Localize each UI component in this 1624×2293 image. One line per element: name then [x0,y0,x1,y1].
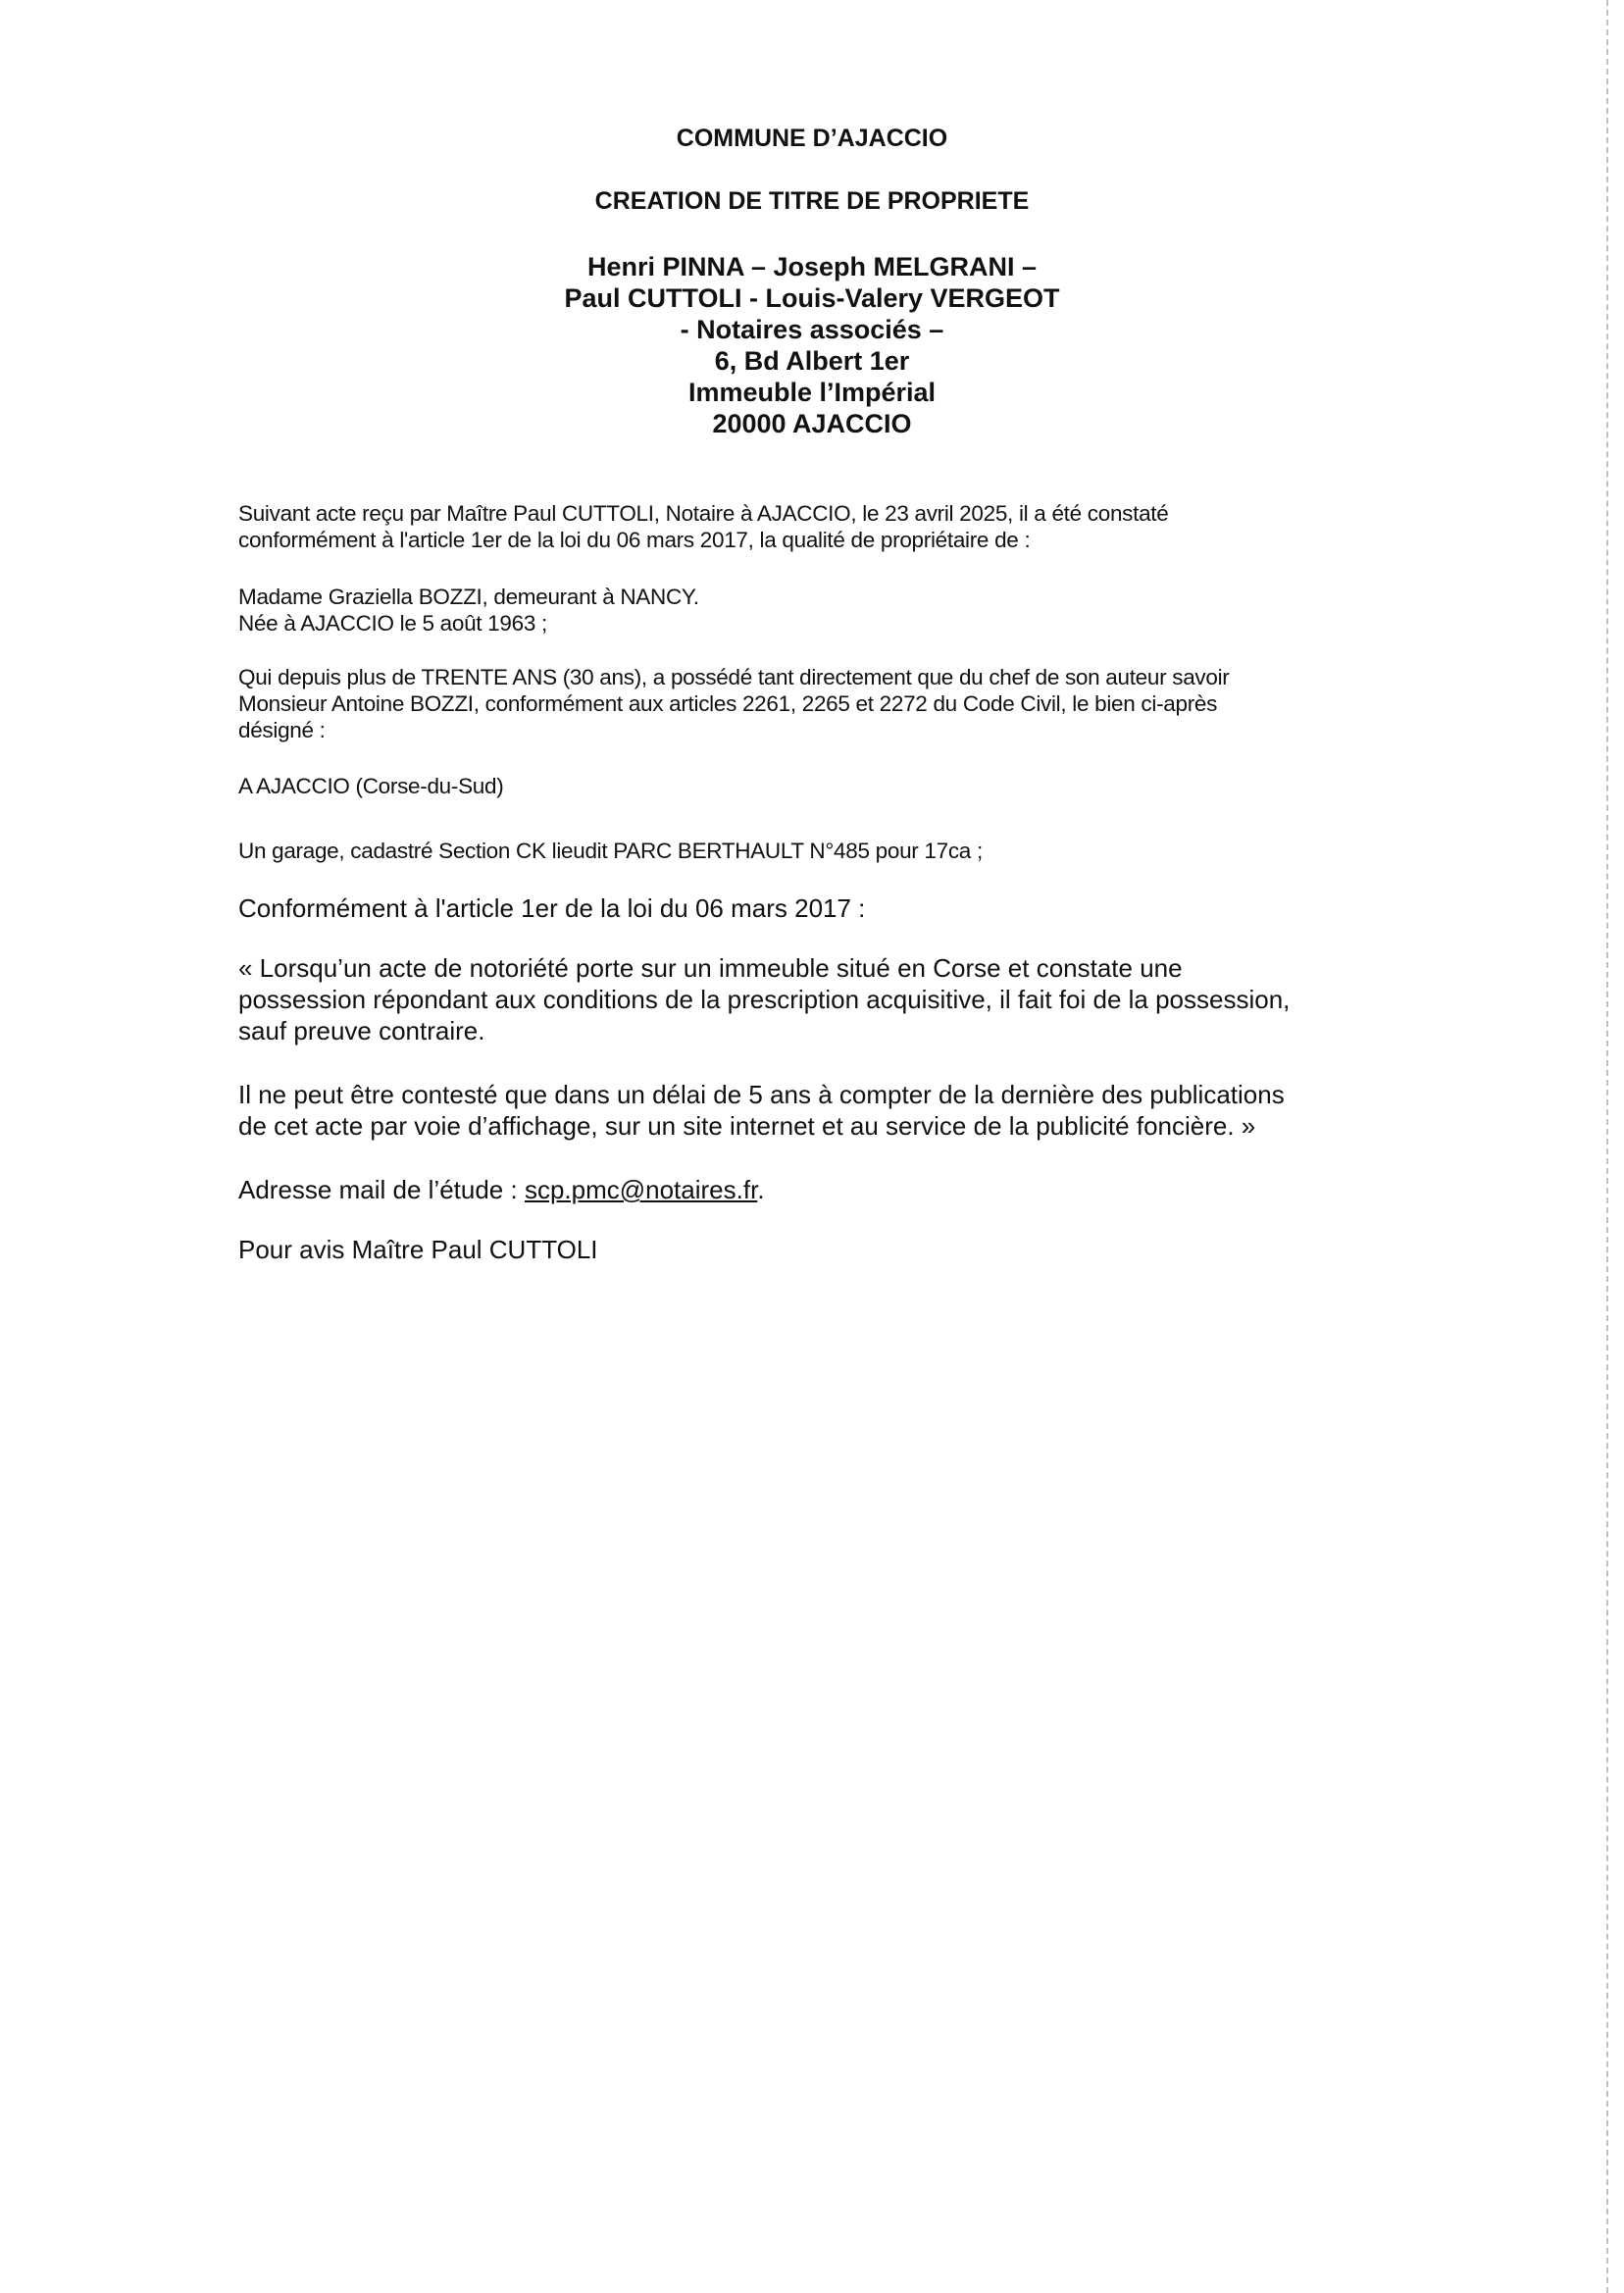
contest-paragraph [238,1079,1396,1142]
possession-line-2: Monsieur Antoine BOZZI, conformément aux articles 2261, 2265 et 2272 du Code Civil, le bien ci-après [238,691,1218,716]
conformement-text: Conformément à l'article 1er de la loi du 06 mars 2017 : [238,893,866,923]
possession-paragraph [238,664,1376,743]
acte-line-2: conformément à l'article 1er de la loi du 06 mars 2017, la qualité de propriétaire de : [238,528,1031,552]
mail-line [238,1174,1396,1205]
location-paragraph [238,773,1376,799]
property-paragraph [238,838,1376,864]
possession-line-3: désigné : [238,718,326,742]
signature-text: Pour avis Maître Paul CUTTOLI [238,1235,598,1264]
owner-paragraph [238,584,1376,637]
notaries-line-3: - Notaires associés – [680,315,944,344]
document-header [0,124,1624,439]
contest-line-2: de cet acte par voie d’affichage, sur un site internet et au service de la publicité foncière. » [238,1111,1256,1141]
signature-paragraph [238,1234,1396,1265]
address-line-3: 20000 AJACCIO [712,409,912,438]
owner-line-1: Madame Graziella BOZZI, demeurant à NANCY. [238,585,699,609]
quote-line-2: possession répondant aux conditions de la prescription acquisitive, il fait foi de la possession, [238,985,1291,1014]
notaries-line-2: Paul CUTTOLI - Louis-Valery VERGEOT [564,283,1060,313]
property-text: Un garage, cadastré Section CK lieudit PARC BERTHAULT N°485 pour 17ca ; [238,839,983,863]
mail-label: Adresse mail de l’étude : [238,1175,525,1204]
quote-line-1: « Lorsqu’un acte de notoriété porte sur un immeuble situé en Corse et constate une [238,953,1183,983]
address-line-1: 6, Bd Albert 1er [714,346,910,376]
address-line-2: Immeuble l’Impérial [687,378,937,407]
contest-line-1: Il ne peut être contesté que dans un délai de 5 ans à compter de la dernière des publications [238,1080,1285,1109]
acte-paragraph [238,500,1376,553]
location-text: A AJACCIO (Corse-du-Sud) [238,774,504,798]
conformement-paragraph [238,892,1396,924]
possession-line-1: Qui depuis plus de TRENTE ANS (30 ans), a possédé tant directement que du chef de son auteur savoir [238,665,1230,689]
mail-paragraph [238,1174,1396,1205]
commune-title: COMMUNE D’AJACCIO [676,125,948,152]
quote-paragraph [238,952,1396,1046]
acte-line-1: Suivant acte reçu par Maître Paul CUTTOLI, Notaire à AJACCIO, le 23 avril 2025, il a été constaté [238,501,1169,526]
mail-end: . [757,1175,765,1204]
notaries-line-1: Henri PINNA – Joseph MELGRANI – [586,252,1038,281]
mail-address-link[interactable]: scp.pmc@notaires.fr [524,1175,758,1204]
document-title: CREATION DE TITRE DE PROPRIETE [594,187,1030,215]
quote-line-3: sauf preuve contraire. [238,1016,485,1045]
owner-line-2: Née à AJACCIO le 5 août 1963 ; [238,611,547,636]
